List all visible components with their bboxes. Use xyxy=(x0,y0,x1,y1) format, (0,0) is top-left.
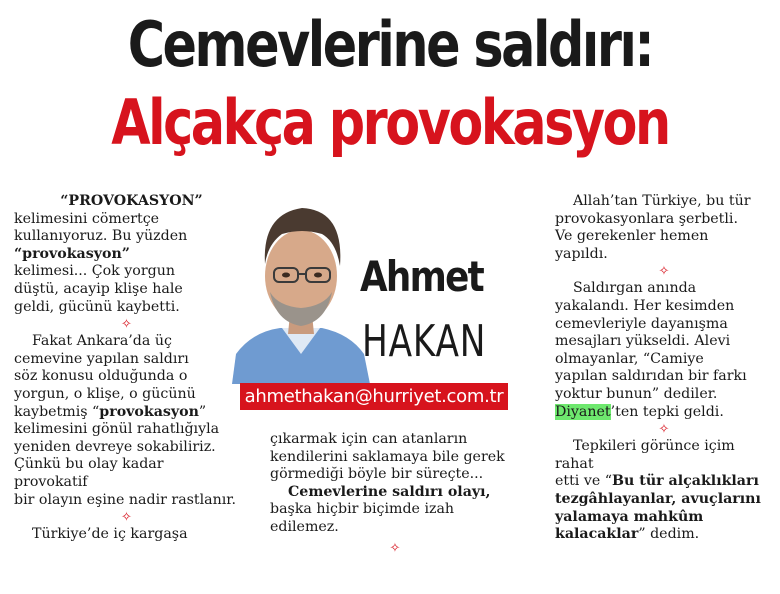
text-line: yorgun, o klişe, o gücünü xyxy=(14,385,196,402)
text-line: Ve gerekenler hemen xyxy=(555,228,709,245)
author-last-name: HAKAN xyxy=(362,316,487,367)
text-fragment: ’ten tepki geldi. xyxy=(610,403,724,420)
text-line: kelimesini gönül rahatlığıyla xyxy=(14,421,220,438)
text-line: kullanıyoruz. Bu yüzden xyxy=(14,228,188,245)
highlighted-text: Diyanet xyxy=(555,403,611,420)
text-line: Fakat Ankara’da üç xyxy=(32,333,172,350)
bold-text: Cemevlerine saldırı olayı, xyxy=(288,483,491,500)
text-fragment: etti ve “ xyxy=(555,473,613,490)
text-line: kendilerini saklamaya bile gerek xyxy=(270,448,505,465)
text-line: söz konusu olduğunda o xyxy=(14,368,188,385)
ornament-icon: ✧ xyxy=(121,317,132,333)
bold-text: kalacaklar xyxy=(555,526,639,543)
text-line: provokasyonlara şerbetli. xyxy=(555,210,738,227)
text-line: başka hiçbir biçimde izah xyxy=(270,501,455,518)
headline-line-2: Alçakça provokasyon xyxy=(111,86,669,159)
bold-text: tezgâhlayanlar, avuçlarını xyxy=(555,490,761,507)
provokasyon-heading: “PROVOKASYON” xyxy=(60,193,203,209)
bold-text: “provokasyon” xyxy=(14,245,130,262)
text-line: cemevleriyle dayanışma xyxy=(555,315,728,332)
ornament-icon: ✧ xyxy=(658,264,670,280)
text-line: kelimesini cömertçe xyxy=(14,210,160,227)
text-line: bir olayın eşine nadir rastlanır. xyxy=(14,491,237,508)
text-fragment: ” dedim. xyxy=(638,526,700,543)
text-line: yapıldı. xyxy=(555,245,608,262)
text-line: Tepkileri görünce içim rahat xyxy=(555,438,735,472)
text-line: edilemez. xyxy=(270,518,339,535)
ornament-icon: ✧ xyxy=(121,510,132,526)
left-column xyxy=(14,193,239,544)
headline-line-1: Cemevlerine saldırı: xyxy=(127,8,653,81)
text-line: cemevine yapılan saldırı xyxy=(14,350,189,367)
text-line: Türkiye’de iç kargaşa xyxy=(32,526,188,543)
middle-column xyxy=(270,431,520,557)
text-line: çıkarmak için can atanların xyxy=(270,431,468,447)
author-first-name: Ahmet xyxy=(360,252,484,301)
ornament-icon: ✧ xyxy=(389,540,401,556)
text-line: kelimesi... Çok yorgun xyxy=(14,263,175,280)
text-line: görmediği böyle bir süreçte... xyxy=(270,466,484,483)
author-photo xyxy=(232,194,370,384)
text-line: mesajları yükseldi. Alevi xyxy=(555,333,731,350)
text-line: yeniden devreye sokabiliriz. xyxy=(14,438,216,455)
text-line: düştü, acayip klişe hale xyxy=(14,280,183,297)
text-line: Saldırgan anında xyxy=(573,280,697,297)
bold-text: yalamaya mahkûm xyxy=(555,508,704,525)
text-fragment: kaybetmiş “ xyxy=(14,403,100,420)
text-fragment: ” xyxy=(198,403,207,420)
text-line: Allah’tan Türkiye, bu tür xyxy=(573,193,751,209)
text-line: geldi, gücünü kaybetti. xyxy=(14,298,180,315)
text-line: olmayanlar, “Camiye xyxy=(555,350,704,367)
text-line: Çünkü bu olay kadar provokatif xyxy=(14,456,164,490)
bold-text: Bu tür alçaklıkları xyxy=(612,473,759,490)
text-line: yapılan saldırıdan bir farkı xyxy=(555,368,747,385)
bold-text: provokasyon xyxy=(99,403,199,420)
text-line: yoktur bunun” dediler. xyxy=(555,385,718,402)
author-email[interactable]: ahmethakan@hurriyet.com.tr xyxy=(240,383,508,410)
text-line: yakalandı. Her kesimden xyxy=(555,297,735,314)
ornament-icon: ✧ xyxy=(658,422,670,438)
right-column xyxy=(555,193,773,544)
